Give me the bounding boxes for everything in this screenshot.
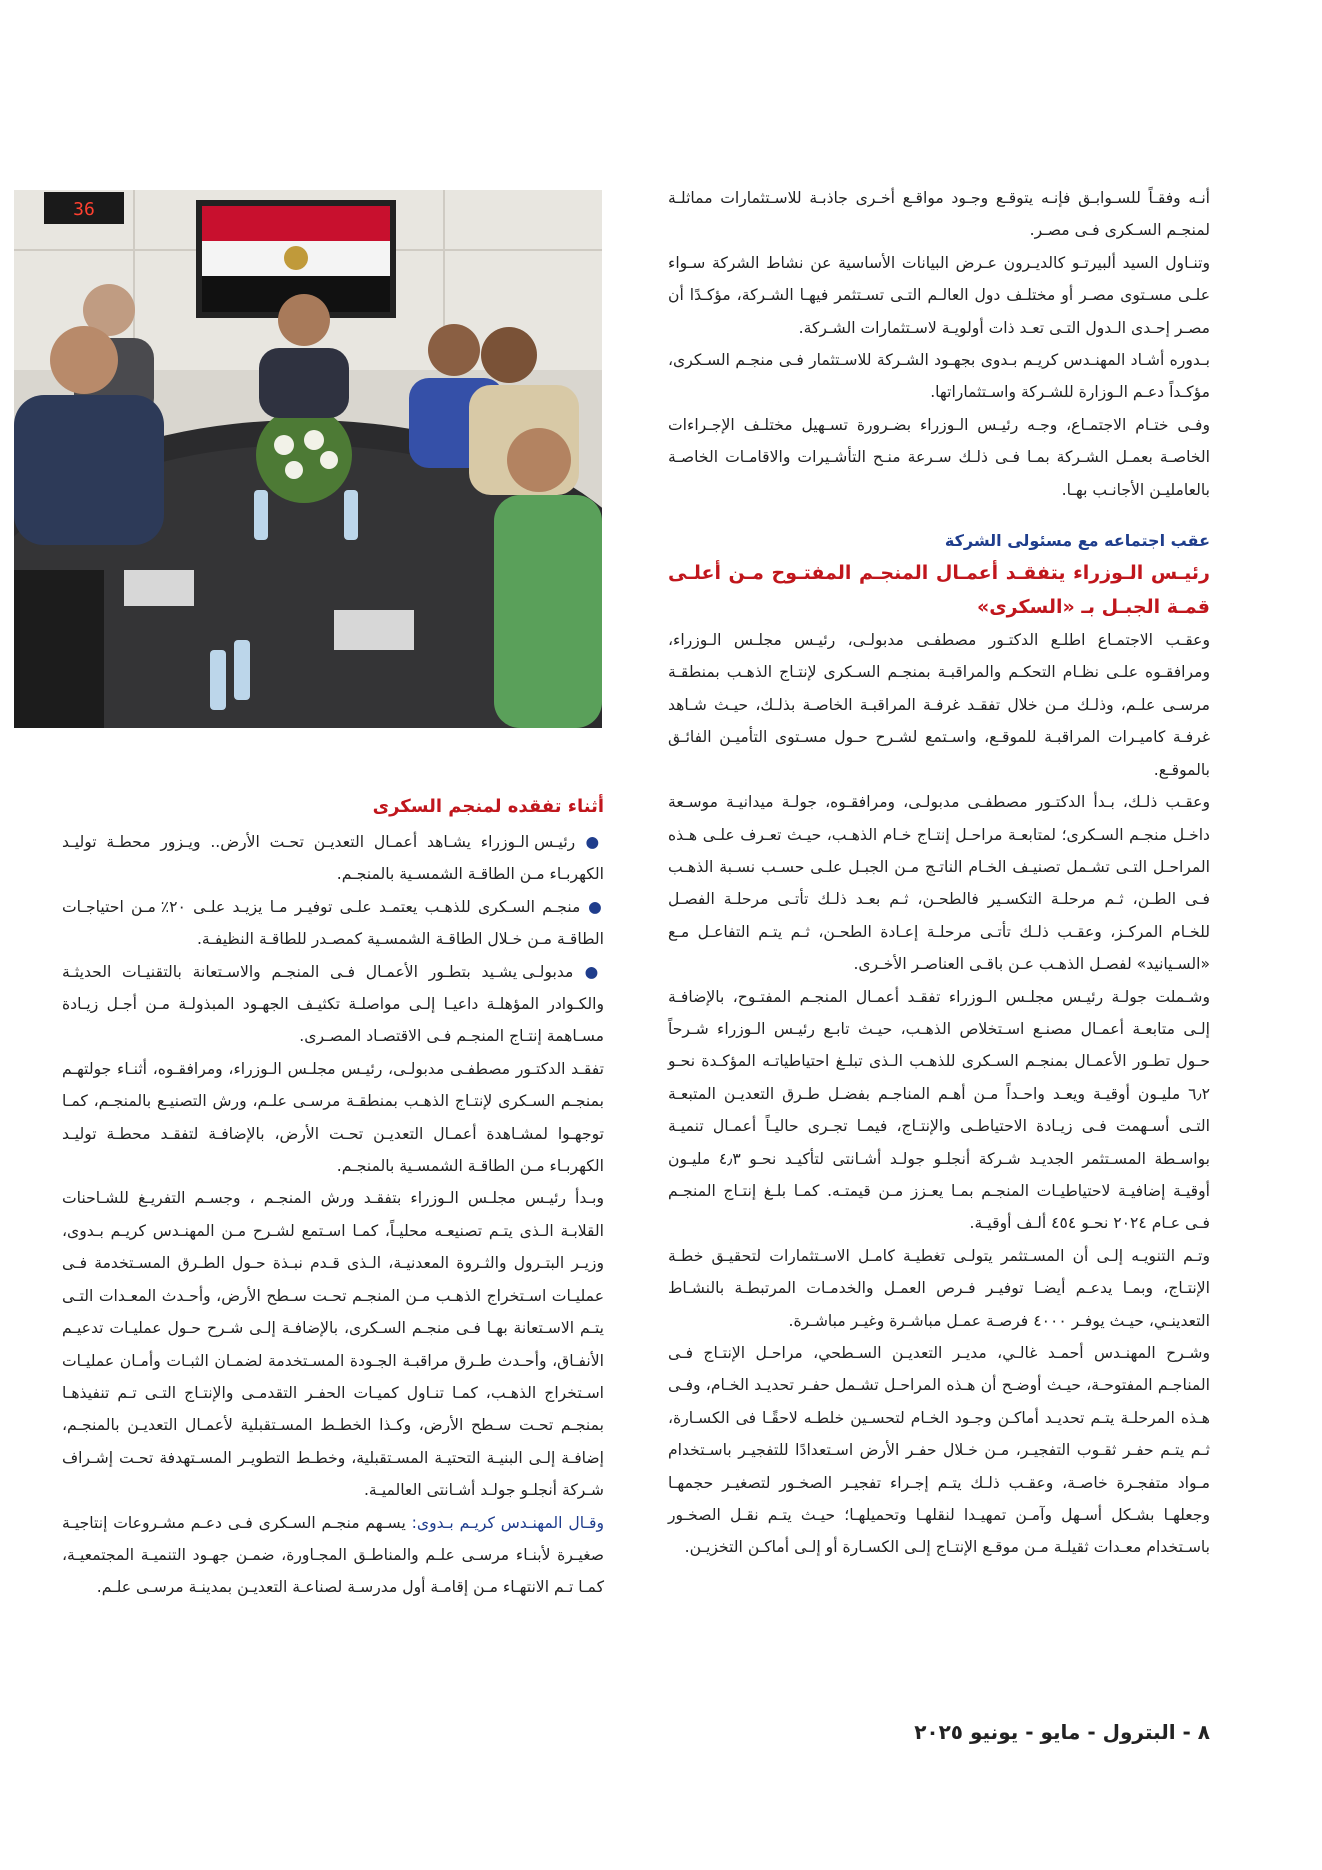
right-column (668, 182, 1210, 1564)
bullet-text: مدبولـى يشـيد بتطـور الأعمـال فـى المنجـم والاسـتعانة بالتقنيـات الحديثـة والكـوادر المؤهلـة داعيـا إلـى مواصلـة تكثيـف الجهـود المبذولـة مـن أجـل زيـادة مسـاهمة إنتـاج المنجـم فـى الاقتصـاد المصـرى. (62, 962, 604, 1046)
bullet-text: رئيـس الـوزراء يشـاهد أعمـال التعديـن تحـت الأرض.. ويـزور محطـة توليـد الكهربـاء مـن الطاقـة الشمسـية بالمنجـم. (62, 833, 604, 884)
bullet-dot-icon: ● (573, 962, 604, 981)
quote-text: يسـهم منجـم السـكرى فـى دعـم مشـروعات إنتاجيـة صغيـرة لأبنـاء مرسـى علـم والمناطـق المجـاورة، ضمـن جهـود التنميـة المجتمعيـة، كمـا تـم الانتهـاء مـن إقامـة أول مدرسـة لصناعـة التعديـن بمدينـة مرسـى علـم. (62, 1513, 604, 1597)
person-suit (14, 395, 164, 545)
water-bottle (210, 650, 226, 710)
paragraph: وعقـب الاجتمـاع اطلـع الدكتـور مصطفـى مدبولـى، رئيـس مجلـس الـوزراء، ومرافقـوه علـى نظـام التحكـم والمراقبـة بمنجـم السـكرى لإنتـاج الذهـب بمنطقـة مرسـى علـم، وذلـك مـن خلال تفقـد غرفـة المراقبـة الخاصـة بذلـك، حيـث شـاهد غرفـة كاميـرات المراقبـة للموقـع، واسـتمع لشـرح حـول مسـتوى التأميـن الفائـق بالموقـع. (668, 631, 1210, 779)
flower-arrangement (256, 407, 352, 503)
water-bottle (234, 640, 250, 700)
quote-paragraph (62, 1507, 604, 1604)
paragraph: تفقـد الدكتـور مصطفـى مدبولـى، رئيـس مجلـس الـوزراء، ومرافقـوه، أثنـاء جولتهـم بمنجـم السـكرى لإنتـاج الذهـب بمنطقـة مرسـى علـم، ورش التصنيـع بالمنجـم، كمـا توجهـوا لمشـاهدة أعمـال التعديـن تحـت الأرض، بالإضافـة لتفقـد محطـة توليـد الكهربـاء مـن الطاقـة الشمسـية بالمنجـم. (62, 1059, 604, 1176)
paragraph: أنـه وفقـاً للسـوابـق فإنـه يتوقـع وجـود مواقـع أخـرى جاذبـة للاسـتثمارات مماثلـة لمنجـم السـكرى فـى مصـر. (668, 189, 1210, 240)
water-bottle (254, 490, 268, 540)
person-head (428, 324, 480, 376)
person-head (278, 294, 330, 346)
papers (334, 610, 414, 650)
section-kicker: عقب اجتماعه مع مسئولى الشركة (944, 531, 1210, 551)
person-head (507, 428, 571, 492)
paragraph: وشـرح المهنـدس أحمـد غالـي، مديـر التعديـن السـطحي، مراحـل الإنتـاج فـى المناجـم المفتوحـة، حيـث أوضـح أن هـذه المراحـل تشـمل حفـر تحديـد الخـام، وفـى هـذه المرحلـة يتـم تحديـد أماكـن وجـود الخـام لتحسـين خلطـه لاحقًـا فى الكسـارة، ثـم يتـم حفـر ثقـوب التفجيـر، مـن خـلال حفـر الأرض اسـتعدادًا للتفجيـر باسـتخدام مـواد متفجـرة خاصـة، وعقـب ذلـك يتـم إجـراء تفجيـر الصخـور لتصغيـر حجمهـا وجعلهـا بشـكل أسـهل وآمـن تمهيـدا لنقلهـا وتحميلهـا؛ حيـث يتـم نقـل الصخـور باسـتخدام معـدات ثقيلـة مـن موقـع الإنتـاج إلـى الكسـارة أو إلـى أماكـن التخزيـن. (668, 1344, 1210, 1557)
bullet-item (62, 891, 604, 956)
quote-speaker: وقـال المهنـدس كريـم بـدوى: (411, 1513, 604, 1532)
water-bottle (344, 490, 358, 540)
person-shirt (494, 495, 602, 728)
paragraph: وفـى ختـام الاجتمـاع، وجـه رئيـس الـوزراء بضـرورة تسـهيل مختلـف الإجـراءات الخاصـة بعمـل الشـركة بمـا فـى ذلـك سـرعة منـح التأشـيرات والاقامـات الخاصـة بالعامليـن الأجانـب بهـا. (668, 415, 1210, 499)
meeting-illustration (14, 190, 602, 728)
left-column (62, 792, 604, 1604)
sidebar-heading: أثناء تفقده لمنجم السكرى (372, 796, 604, 817)
bullet-item (62, 826, 604, 891)
paragraph: وتنـاول السيد ألبيرتـو كالديـرون عـرض البيانات الأساسية عن نشاط الشركة سـواء علـى مسـتوى مصـر أو مختلـف دول العالـم التـى تسـتثمر فيهـا الشـركة، مؤكـدًا أن مصـر إحـدى الـدول التـى تعـد ذات أولويـة لاسـتثمارات الشـركة. (668, 253, 1210, 337)
paragraph: بـدوره أشـاد المهنـدس كريـم بـدوى بجهـود الشـركة للاسـتثمار فـى منجـم السـكرى، مؤكـداً دعـم الـوزارة للشـركة واسـتثماراتها. (668, 351, 1210, 402)
paragraph: وبـدأ رئيـس مجلـس الـوزراء بتفقـد ورش المنجـم ، وجسـم التفريـغ للشـاحنات القلابـة الـذى يتـم تصنيعـه محليـاً، كمـا اسـتمع لشـرح مـن المهنـدس كريـم بـدوى، وزيـر البتـرول والثـروة المعدنيـة، الـذى قـدم نبـذة حـول الطـرق المسـتخدمة فـى عمليـات اسـتخراج الذهـب مـن المنجـم تحـت سـطح الأرض، وأحـدث المعـدات التـى يتـم الاسـتعانة بهـا فـى منجـم السـكرى، بالإضافـة إلـى شـرح حـول عمليـات تدعيـم الأنفـاق، وأحـدث طـرق مراقبـة الجـودة المسـتخدمة لضمـان الثبـات وأمـان عمليـات اسـتخراج الذهـب، كمـا تنـاول كميـات الحفـر التقدمـى والإنتـاج التـى تـم تنفيذهـا بمنجـم تحـت سـطح الأرض، وكـذا الخطـط المسـتقبلية لأعمـال التعديـن بالمنجـم، إضافـة إلـى البنيـة التحتيـة المسـتقبلية، وخطـط التطويـر المسـتهدفة تحـت إشـراف شـركة أنجلـو جولـد أشـانتى العالميـة. (62, 1189, 604, 1500)
bullet-item (62, 956, 604, 1053)
paragraph: وتـم التنويـه إلـى أن المسـتثمر يتولـى تغطيـة كامـل الاسـتثمارات لتحقيـق خطـة الإنتـاج، وبمـا يدعـم أيضـا توفيـر فـرص العمـل والخدمـات المرتبطـة بالنشـاط التعدينـي، حيـث يوفـر ٤٠٠٠ فرصـة عمـل مباشـرة وغيـر مباشـرة. (668, 1246, 1210, 1330)
paragraph: وشـملت جولـة رئيـس مجلـس الـوزراء تفقـد أعمـال المنجـم المفتـوح، بالإضافـة إلـى متابعـة أعمـال مصنـع اسـتخلاص الذهـب، حيـث تابـع رئيـس الـوزراء شـرحاً حـول تطـور الأعمـال بمنجـم السـكرى للذهـب الـذى تبلـغ احتياطياتـه المؤكـدة نحـو ٦٫٢ مليـون أوقيـة ويعـد واحـداً مـن أهـم المناجـم بفضـل طـرق التعديـن المتبعـة التـى أسـهمت فـى زيـادة الاحتياطـى والإنتـاج، فيمـا تجـرى حاليـاً أعمـال تنميـة بواسـطة المسـتثمر الجديـد شـركة أنجلـو جولـد أشـانتى لتأكيـد نحـو ٤٫٣ مليـون أوقيـة إضافيـة لاحتياطيـات المنجـم بمـا يعـزز مـن قيمتـه. كمـا بلـغ إنتـاج المنجـم فـى عـام ٢٠٢٤ نحـو ٤٥٤ ألـف أوقيـة. (668, 987, 1210, 1233)
bullet-text: منجـم السـكرى للذهـب يعتمـد علـى توفيـر مـا يزيـد علـى ٢٠٪ مـن احتياجـات الطاقـة مـن خـلال الطاقـة الشمسـية كمصـدر للطاقـة النظيفـة. (62, 897, 604, 949)
person-suit (259, 348, 349, 418)
svg-text:36: 36 (73, 199, 95, 220)
meeting-photo (14, 190, 602, 728)
eagle-emblem (284, 246, 308, 270)
bullet-dot-icon: ● (575, 833, 604, 851)
papers (124, 570, 194, 606)
person-head (481, 327, 537, 383)
person-foreground (14, 570, 104, 728)
section-headline: رئيـس الـوزراء يتفقـد أعمـال المنجـم المفتـوح مـن أعلـى قمـة الجبـل بـ «السكرى» (668, 562, 1210, 619)
person-head (50, 326, 118, 394)
page-footer: ٨ - البترول - مايو - يونيو ٢٠٢٥ (914, 1720, 1210, 1744)
paragraph: وعقـب ذلـك، بـدأ الدكتـور مصطفـى مدبولـى، ومرافقـوه، جولـة ميدانيـة موسـعة داخـل منجـم السـكرى؛ لمتابعـة مراحـل إنتـاج خـام الذهـب، حيـث تعـرف علـى هـذه المراحـل التـى تشـمل تصنيـف الخـام الناتـج مـن الجبـل علـى حسـب نسـبة الذهـب فـى الطـن، ثـم مرحلـة التكسـير فالطحـن، ثـم بعـد ذلـك تأتـى مرحلـة الفصـل للخـام المركـز، وعقـب ذلـك تأتـى مرحلـة إعـادة الطحـن، ثـم يتـم التفاعـل مـع «السـيانيد» لفصـل الذهـب عـن باقـى العناصـر الأخـرى. (668, 793, 1210, 974)
bullet-dot-icon: ● (580, 897, 604, 916)
